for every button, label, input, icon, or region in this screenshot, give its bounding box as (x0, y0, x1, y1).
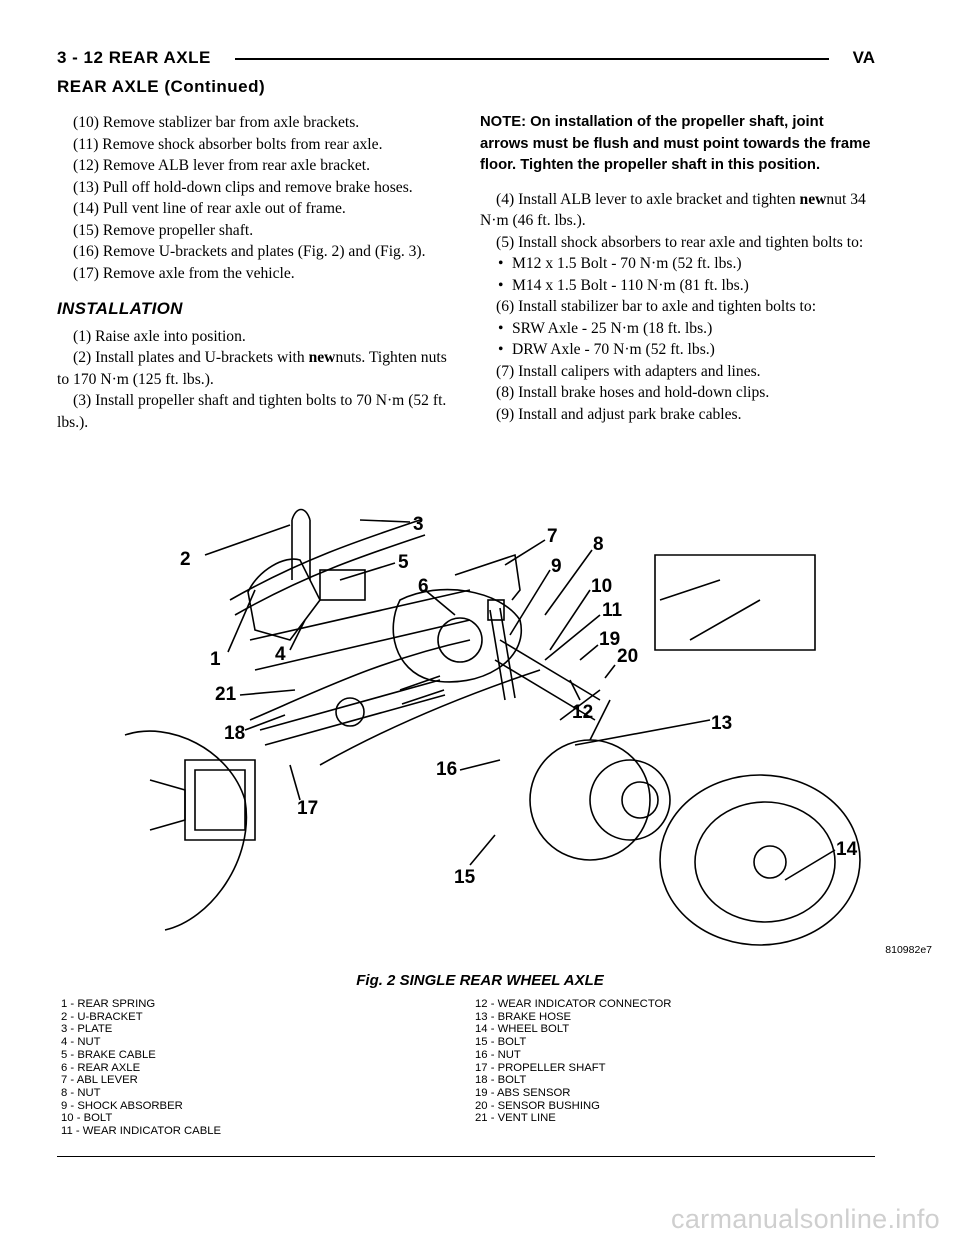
callout-20: 20 (617, 646, 639, 667)
bullet: • M12 x 1.5 Bolt - 70 N·m (52 ft. lbs.) (480, 253, 876, 275)
bullet: • SRW Axle - 25 N·m (18 ft. lbs.) (480, 318, 876, 340)
install-step-4: (4) Install ALB lever to axle bracket and tighten newnut 34 N·m (46 ft. lbs.). (480, 190, 866, 229)
legend-item: 18 - BOLT (475, 1074, 527, 1087)
callout-13: 13 (711, 713, 733, 734)
install-step-1: (1) Raise axle into position. (73, 327, 246, 345)
callout-labels (180, 514, 858, 888)
left-column (57, 112, 453, 433)
install-step-5: (5) Install shock absorbers to rear axle and tighten bolts to: (496, 233, 864, 251)
right-column (480, 112, 876, 425)
callout-19: 19 (599, 629, 621, 650)
callout-21: 21 (215, 684, 237, 705)
step-13: (13) Pull off hold-down clips and remove brake hoses. (73, 178, 413, 196)
install-step-3: (3) Install propeller shaft and tighten bolts to 70 N·m (52 ft. lbs.). (57, 392, 447, 431)
legend-item: 12 - WEAR INDICATOR CONNECTOR (475, 998, 672, 1010)
callout-8: 8 (593, 534, 604, 555)
legend-item: 6 - REAR AXLE (61, 1061, 141, 1074)
legend-item: 3 - PLATE (61, 1023, 113, 1036)
legend-right (475, 998, 671, 1125)
legend-item: 10 - BOLT (61, 1112, 113, 1125)
install-step-8: (8) Install brake hoses and hold-down clips. (496, 384, 770, 401)
callout-6: 6 (418, 576, 429, 597)
legend-item: 13 - BRAKE HOSE (475, 1010, 572, 1023)
step-16: (16) Remove U-brackets and plates (Fig. 2) and (Fig. 3). (73, 243, 426, 260)
legend-item: 14 - WHEEL BOLT (475, 1023, 570, 1036)
legend-item: 21 - VENT LINE (475, 1112, 556, 1125)
legend-item: 15 - BOLT (475, 1036, 527, 1049)
callout-9: 9 (551, 556, 562, 577)
subheader: REAR AXLE (Continued) (57, 77, 266, 96)
step-10: (10) Remove stablizer bar from axle brackets. (73, 114, 360, 131)
step-15: (15) Remove propeller shaft. (73, 221, 254, 239)
model-code: VA (852, 48, 875, 67)
legend-item: 7 - ABL LEVER (61, 1074, 138, 1087)
callout-4: 4 (275, 644, 286, 665)
callout-11: 11 (602, 600, 623, 621)
legend-item: 16 - NUT (475, 1048, 521, 1061)
legend-left (61, 998, 221, 1138)
legend-item: 2 - U-BRACKET (61, 1010, 143, 1023)
watermark: carmanualsonline.info (671, 1204, 940, 1234)
callout-16: 16 (436, 759, 458, 780)
figure-caption: Fig. 2 SINGLE REAR WHEEL AXLE (356, 972, 604, 989)
section-title: 3 - 12 REAR AXLE (57, 48, 211, 67)
callout-15: 15 (454, 867, 476, 888)
callout-10: 10 (591, 576, 613, 597)
legend-item: 19 - ABS SENSOR (475, 1086, 571, 1099)
legend-item: 11 - WEAR INDICATOR CABLE (61, 1125, 222, 1138)
header-rule (235, 58, 829, 60)
callout-1: 1 (210, 649, 221, 670)
legend-item: 5 - BRAKE CABLE (61, 1048, 156, 1061)
install-step-9: (9) Install and adjust park brake cables. (496, 405, 742, 423)
legend-item: 9 - SHOCK ABSORBER (61, 1099, 183, 1112)
callout-14: 14 (836, 839, 858, 860)
legend-item: 8 - NUT (61, 1086, 101, 1099)
step-12: (12) Remove ALB lever from rear axle bracket. (73, 157, 371, 174)
install-step-6: (6) Install stabilizer bar to axle and tighten bolts to: (496, 298, 817, 315)
bullet: • DRW Axle - 70 N·m (52 ft. lbs.) (480, 339, 876, 361)
callout-3: 3 (413, 514, 424, 535)
callout-5: 5 (398, 552, 409, 573)
legend-item: 4 - NUT (61, 1036, 101, 1049)
note: NOTE: On installation of the propeller shaft, joint arrows must be flush and must point towards the frame floor. Tighten the propeller shaft in this position. (480, 114, 871, 173)
figure-code: 810982e7 (885, 944, 932, 956)
page-header (57, 48, 875, 74)
install-step-2: (2) Install plates and U-brackets with newnuts. Tighten nuts to 170 N·m (125 ft. lbs.). (57, 349, 447, 388)
callout-18: 18 (224, 723, 246, 744)
legend-item: 17 - PROPELLER SHAFT (475, 1061, 606, 1074)
legend-item: 20 - SENSOR BUSHING (475, 1099, 600, 1112)
bullet: • M14 x 1.5 Bolt - 110 N·m (81 ft. lbs.) (480, 275, 876, 297)
installation-heading: INSTALLATION (57, 299, 183, 318)
callout-7: 7 (547, 526, 558, 547)
step-11: (11) Remove shock absorber bolts from rear axle. (73, 135, 383, 153)
axle-diagram (57, 478, 875, 970)
legend-rule (57, 1156, 875, 1157)
install-step-7: (7) Install calipers with adapters and lines. (496, 362, 761, 380)
callout-17: 17 (297, 798, 319, 819)
callout-2: 2 (180, 549, 191, 570)
step-17: (17) Remove axle from the vehicle. (73, 264, 295, 282)
callout-12: 12 (572, 702, 594, 723)
step-14: (14) Pull vent line of rear axle out of frame. (73, 200, 346, 217)
legend-item: 1 - REAR SPRING (61, 998, 156, 1010)
